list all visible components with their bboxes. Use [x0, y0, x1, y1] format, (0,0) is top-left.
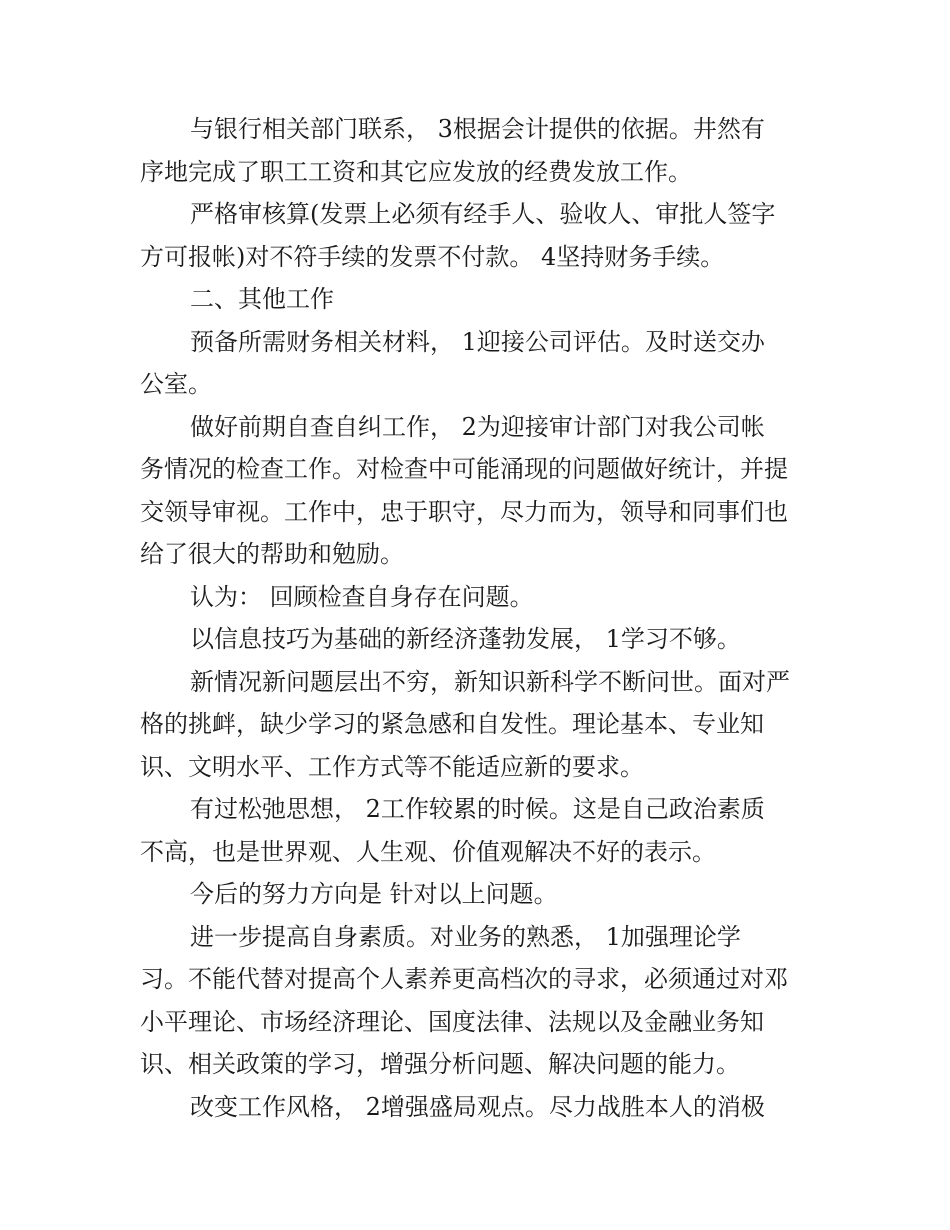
text-line: 新情况新问题层出不穷，新知识新科学不断问世。面对严: [190, 667, 790, 696]
text-line: 以信息技巧为基础的新经济蓬勃发展， 1学习不够。: [190, 625, 741, 653]
text-line: 认为： 回顾检查自身存在问题。: [190, 582, 534, 611]
body-text: [140, 108, 812, 1128]
text-line: 小平理论、市场经济理论、国度法律、法规以及金融业务知: [140, 1007, 764, 1036]
text-line: 格的挑衅，缺少学习的紧急感和自发性。理论基本、专业知: [140, 710, 764, 738]
text-line: 有过松弛思想， 2工作较累的时候。这是自己政治素质: [190, 795, 765, 823]
text-line: 预备所需财务相关材料， 1迎接公司评估。及时送交办: [190, 327, 765, 356]
text-line: 识、文明水平、工作方式等不能适应新的要求。: [140, 752, 644, 781]
text-line: 不高，也是世界观、人生观、价值观解决不好的表示。: [140, 837, 716, 866]
text-line: 严格审核算(发票上必须有经手人、验收人、审批人签字: [190, 200, 776, 228]
section-heading: 二、其他工作: [190, 285, 334, 313]
text-line: 务情况的检查工作。对检查中可能涌现的问题做好统计，并提: [140, 455, 788, 483]
text-line: 与银行相关部门联系， 3根据会计提供的依据。井然有: [190, 115, 765, 143]
text-line: 交领导审视。工作中，忠于职守，尽力而为，领导和同事们也: [140, 497, 788, 526]
text-line: 习。不能代替对提高个人素养更高档次的寻求，必须通过对邓: [140, 965, 788, 993]
text-line: 做好前期自查自纠工作， 2为迎接审计部门对我公司帐: [190, 412, 765, 441]
text-line: 今后的努力方向是 针对以上问题。: [190, 880, 558, 908]
text-line: 进一步提高自身素质。对业务的熟悉， 1加强理论学: [190, 922, 741, 951]
text-line: 给了很大的帮助和勉励。: [140, 540, 404, 568]
text-line: 方可报帐)对不符手续的发票不付款。 4坚持财务手续。: [140, 242, 725, 271]
text-line: 识、相关政策的学习，增强分析问题、解决问题的能力。: [140, 1050, 740, 1078]
text-line: 改变工作风格， 2增强盛局观点。尽力战胜本人的消极: [190, 1092, 765, 1121]
text-line: 公室。: [140, 370, 212, 398]
text-line: 序地完成了职工工资和其它应发放的经费发放工作。: [140, 157, 692, 186]
